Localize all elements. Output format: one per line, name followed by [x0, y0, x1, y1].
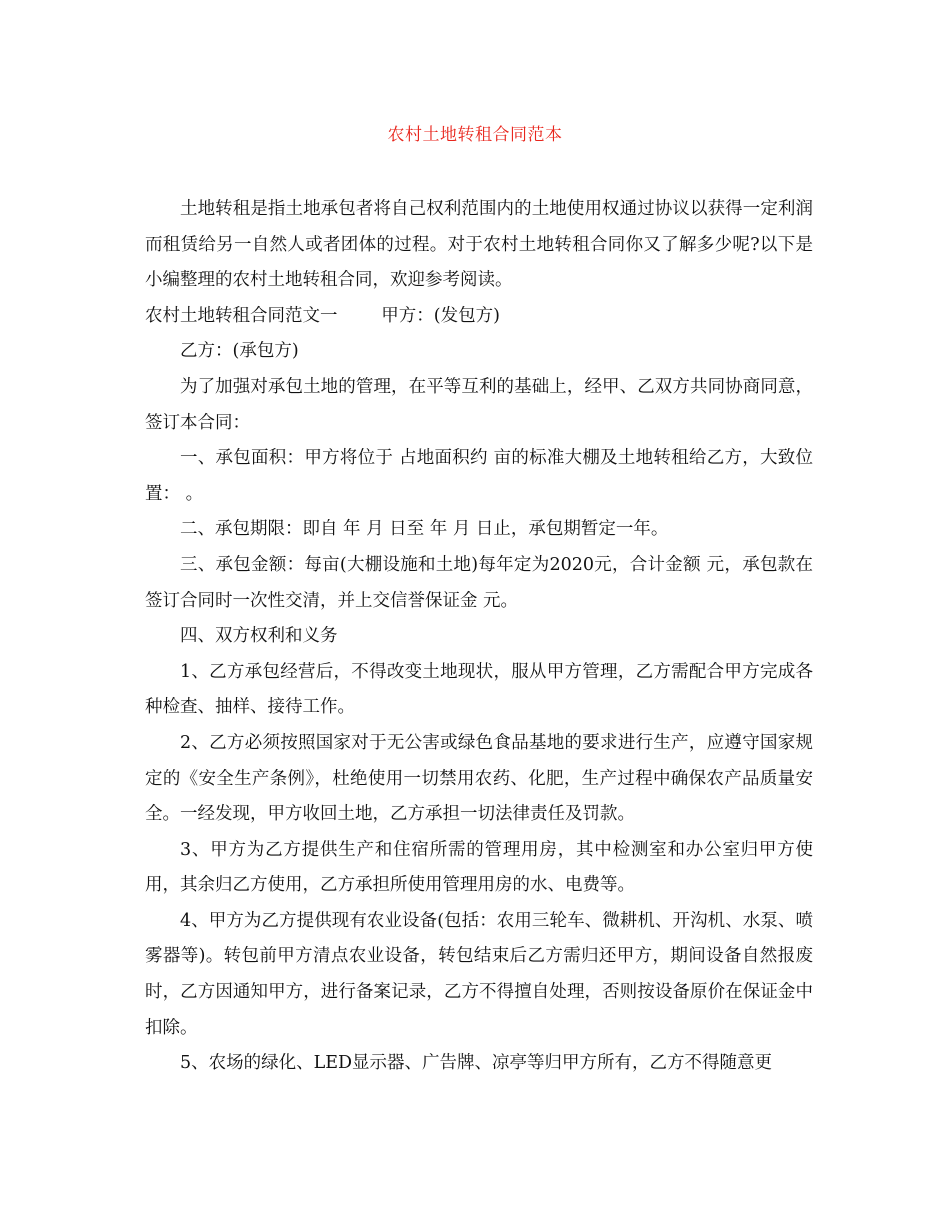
- preamble-paragraph: 为了加强对承包土地的管理，在平等互利的基础上，经甲、乙双方共同协商同意，签订本合同：: [145, 376, 813, 433]
- document-title: 农村土地转租合同范本: [387, 125, 563, 145]
- party-b: 乙方：(承包方): [180, 341, 299, 362]
- sample-heading-line: [145, 299, 813, 335]
- intro-paragraph: 土地转租是指土地承包者将自己权利范围内的土地使用权通过协议以获得一定利润而租赁给另一自然人或者团体的过程。对于农村土地转租合同你又了解多少呢?以下是小编整理的农村土地转租合同，欢迎参考阅读。: [145, 199, 813, 291]
- rights-item-2: 2、乙方必须按照国家对于无公害或绿色食品基地的要求进行生产，应遵守国家规定的《安全生产条例》，杜绝使用一切禁用农药、化肥，生产过程中确保农产品质量安全。一经发现，甲方收回土地，乙方承担一切法律责任及罚款。: [145, 732, 813, 825]
- clause-area: 一、承包面积：甲方将位于 占地面积约 亩的标准大棚及土地转租给乙方，大致位置： 。: [145, 448, 813, 504]
- party-a: 甲方：(发包方): [381, 305, 500, 326]
- rights-item-5: 5、农场的绿化、LED显示器、广告牌、凉亭等归甲方所有，乙方不得随意更: [180, 1053, 773, 1074]
- clause-term: 二、承包期限：即自 年 月 日至 年 月 日止，承包期暂定一年。: [180, 519, 669, 540]
- rights-item-4: 4、甲方为乙方提供现有农业设备(包括：农用三轮车、微耕机、开沟机、水泵、喷雾器等)。转包前甲方清点农业设备，转包结束后乙方需归还甲方，期间设备自然报废时，乙方因通知甲方，进行备案记录，乙方不得擅自处理，否则按设备原价在保证金中扣除。: [145, 910, 813, 1038]
- rights-item-3: 3、甲方为乙方提供生产和住宿所需的管理用房，其中检测室和办公室归甲方使用，其余归乙方使用，乙方承担所使用管理用房的水、电费等。: [145, 839, 813, 896]
- sample-heading: 农村土地转租合同范文一: [145, 305, 338, 326]
- clause-amount: 三、承包金额：每亩(大棚设施和土地)每年定为2020元，合计金额 元，承包款在签订合同时一次性交清，并上交信誉保证金 元。: [145, 554, 813, 611]
- document-body: [145, 192, 813, 1082]
- rights-item-1: 1、乙方承包经营后，不得改变土地现状，服从甲方管理，乙方需配合甲方完成各种检查、抽样、接待工作。: [145, 661, 813, 718]
- clause-rights-heading: 四、双方权利和义务: [180, 626, 338, 647]
